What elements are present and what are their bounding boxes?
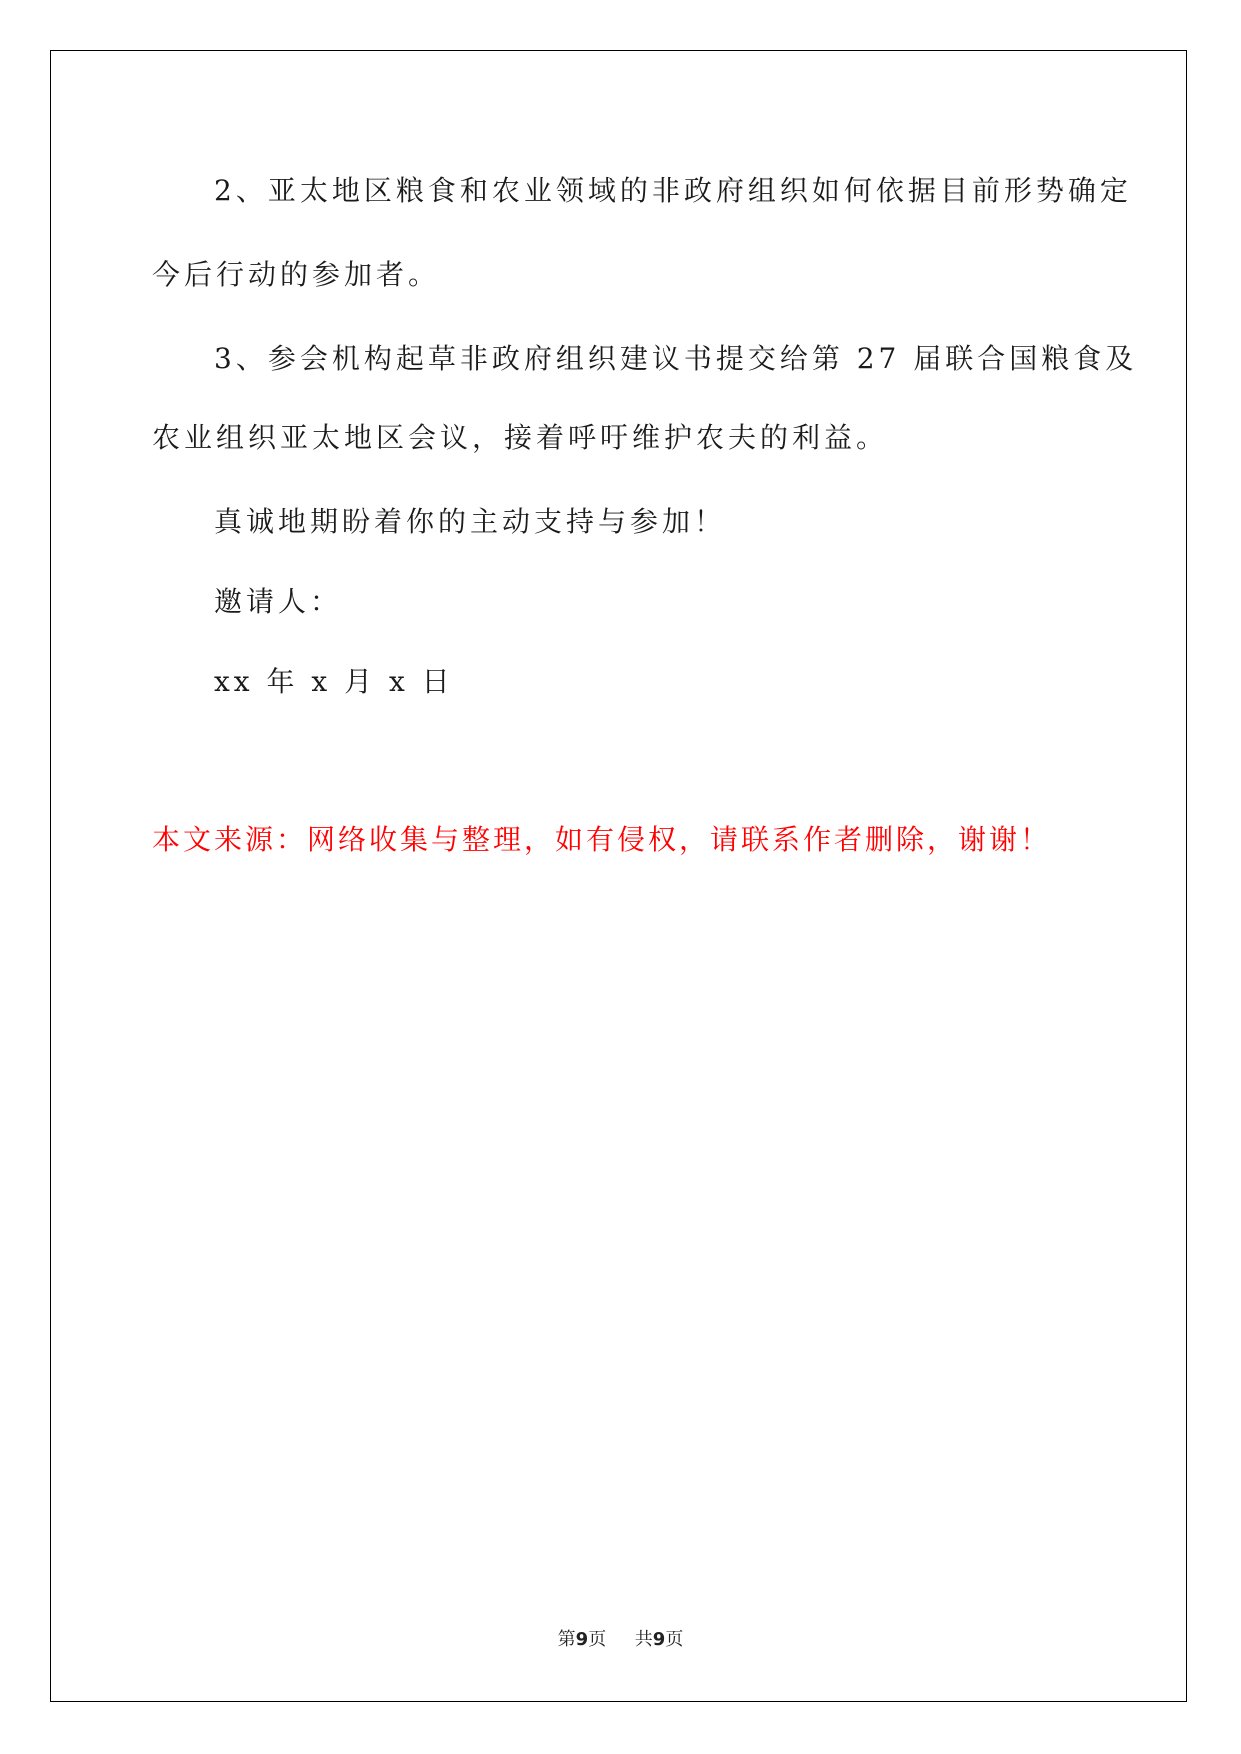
closing-sentence: 真诚地期盼着你的主动支持与参加！ xyxy=(214,505,727,538)
date-line: xx 年 x 月 x 日 xyxy=(214,665,454,698)
item-2-line-1: 2、亚太地区粮食和农业领域的非政府组织如何依据目前形势确定 xyxy=(214,174,1132,207)
item-2-line-2: 今后行动的参加者。 xyxy=(152,258,441,291)
page-border xyxy=(50,50,1187,1702)
item-3-line-2: 农业组织亚太地区会议，接着呼吁维护农夫的利益。 xyxy=(152,421,889,454)
item-3-line-1: 3、参会机构起草非政府组织建议书提交给第 27 届联合国粮食及 xyxy=(214,342,1138,375)
footer-total-pages: 9 xyxy=(652,1629,666,1650)
footer-page-number: 9 xyxy=(575,1629,589,1650)
source-notice: 本文来源：网络收集与整理，如有侵权，请联系作者删除，谢谢！ xyxy=(152,823,1052,856)
page-footer xyxy=(0,1628,1241,1652)
footer-total-suffix: 页 xyxy=(665,1629,684,1650)
footer-page-suffix: 页 xyxy=(588,1629,607,1650)
inviter-label: 邀请人： xyxy=(214,585,343,618)
footer-page-prefix: 第 xyxy=(557,1629,576,1650)
footer-total-prefix: 共 xyxy=(634,1629,653,1650)
